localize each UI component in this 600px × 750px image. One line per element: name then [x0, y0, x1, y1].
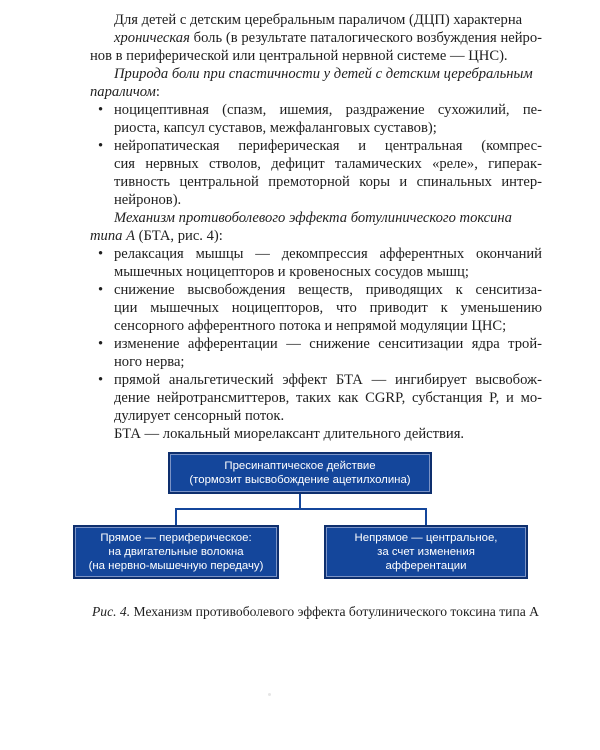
connector-vertical-top [299, 494, 301, 509]
mechanism-heading [90, 209, 542, 245]
list-item: • релаксация мышцы — декомпрессия афферентных окончаний мышечных ноцицепторов и кровеносных сосудов мышц; [90, 245, 542, 281]
nature-heading [90, 65, 542, 101]
direct-peripheral-box: Прямое — периферическое: на двигательные волокна (на нервно-мышечную передачу) [73, 525, 279, 579]
nature-heading-line: Природа боли при спастичности у детей с детским церебральным [114, 66, 533, 82]
body-text [90, 11, 542, 443]
presynaptic-action-box: Пресинаптическое действие (тормозит высвобождение ацетилхолина) [168, 452, 432, 494]
nature-list [90, 101, 542, 209]
page-mark [268, 693, 271, 696]
list-item: • ноцицептивная (спазм, ишемия, раздражение сухожилий, пе- риоста, капсул суставов, межфаланговых суставов); [90, 101, 542, 137]
conclusion-paragraph: БТА — локальный миорелаксант длительного действия. [114, 426, 465, 442]
mechanism-list [90, 245, 542, 425]
list-item: • снижение высвобождения веществ, приводящих к сенситиза- ции мышечных ноцицепторов, что приводит к уменьшению сенсорного афферентного потока и непрямой модуляции ЦНС; [90, 281, 542, 335]
mechanism-heading-line: типа А (БТА, рис. 4): [90, 228, 223, 244]
nature-heading-line: параличом: [90, 84, 160, 100]
list-item: • прямой анальгетический эффект БТА — ингибирует высвобож- дение нейротрансмиттеров, таких как CGRP, субстанция P, и мо- дулирует сенсорный поток. [90, 371, 542, 425]
indirect-central-box: Непрямое — центральное, за счет изменения афферентации [324, 525, 528, 579]
italic-term: хроническая [114, 30, 190, 46]
caption-label: Рис. 4. [92, 604, 131, 619]
mechanism-heading-line: Механизм противоболевого эффекта ботулинического токсина [114, 210, 512, 226]
intro-paragraph [90, 11, 542, 65]
figure-caption [92, 604, 552, 620]
list-item: • изменение афферентации — снижение сенситизации ядра трой- ного нерва; [90, 335, 542, 371]
connector-vertical-right [425, 508, 427, 525]
list-item: • нейропатическая периферическая и центральная (компрес- сия нервных стволов, дефицит таламических «реле», гиперак- тивность центральной премоторной коры и спинальных интер- нейронов). [90, 137, 542, 209]
intro-line: хроническая боль (в результате паталогического возбуждения нейро- [114, 30, 542, 46]
intro-line: Для детей с детским церебральным параличом (ДЦП) характерна [114, 12, 523, 28]
connector-vertical-left [175, 508, 177, 525]
caption-text: Механизм противоболевого эффекта ботулинического токсина типа А [130, 604, 539, 619]
connector-horizontal [175, 508, 427, 510]
intro-line: нов в периферической или центральной нервной системе — ЦНС). [90, 48, 508, 64]
